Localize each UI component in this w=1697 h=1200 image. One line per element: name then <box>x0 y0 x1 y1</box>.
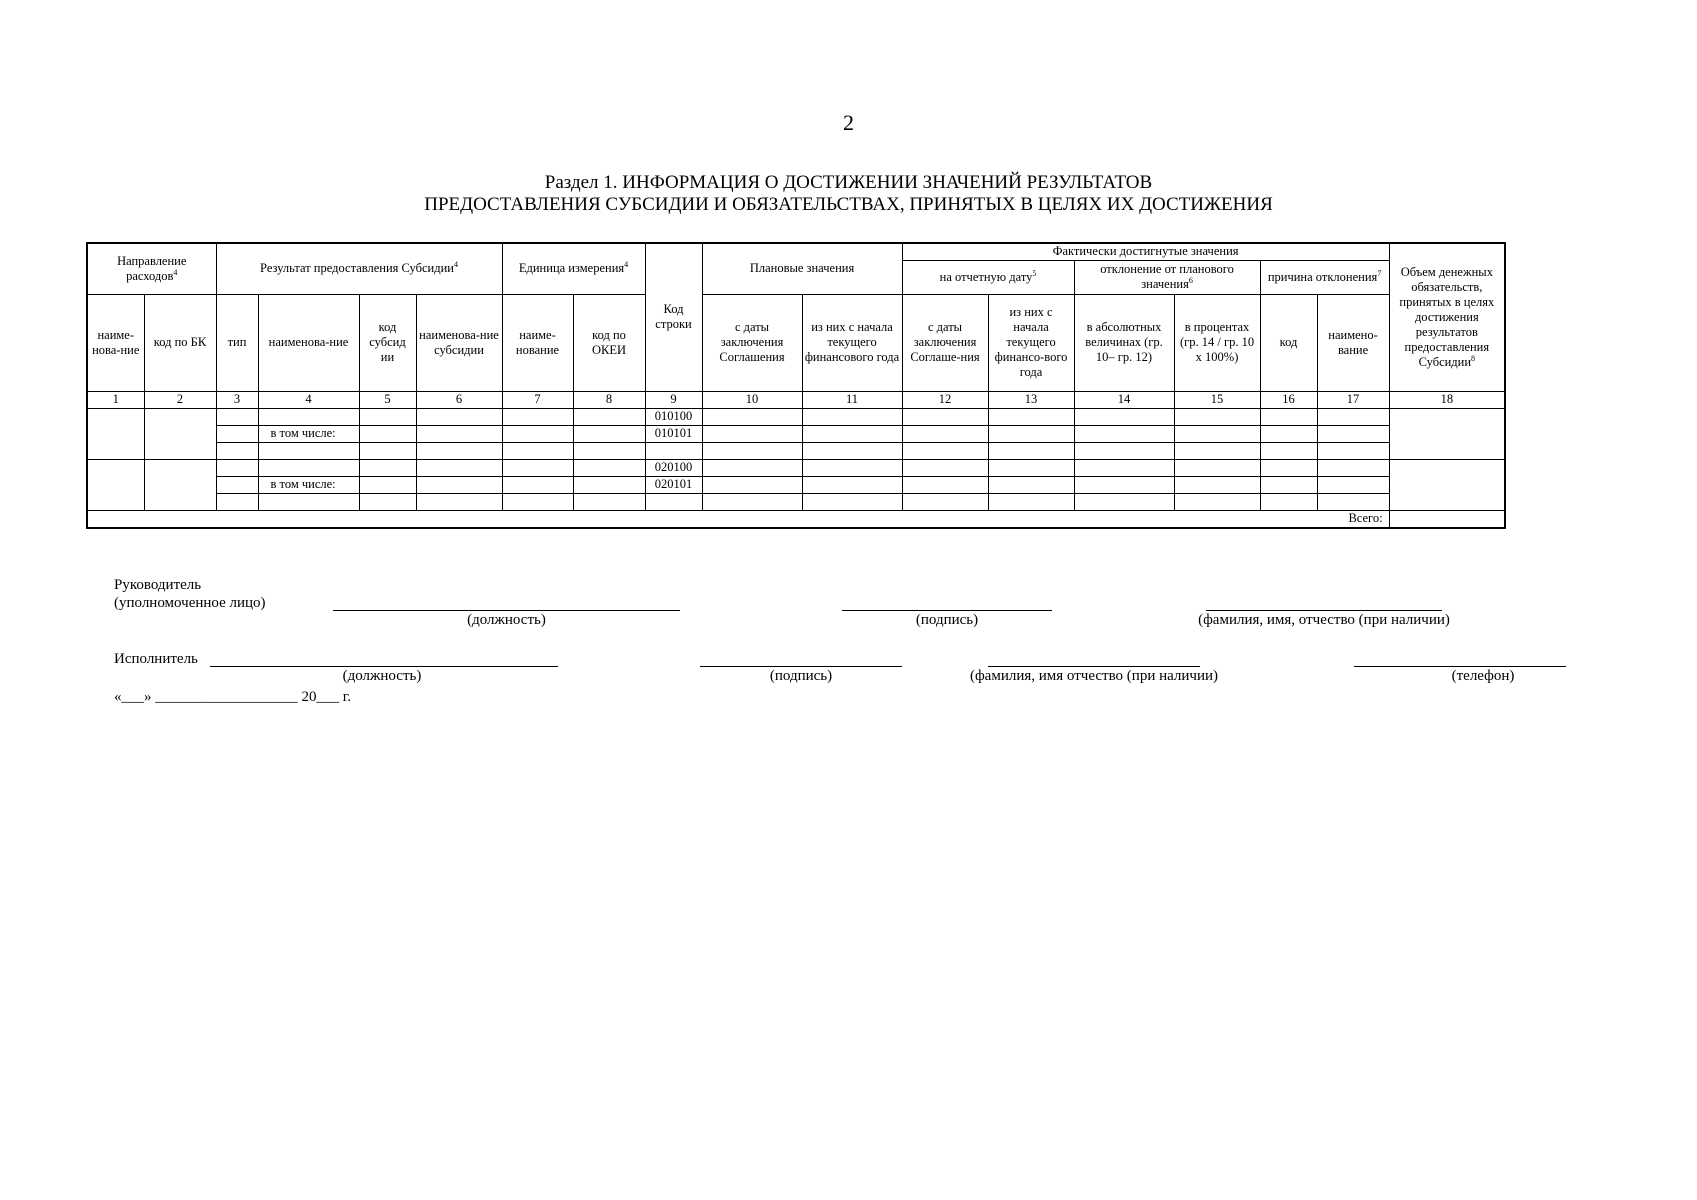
header-code: Код строки <box>645 243 702 391</box>
table-cell[interactable] <box>216 459 258 476</box>
report-table <box>86 242 1506 529</box>
table-cell[interactable] <box>416 408 502 425</box>
header-volume: Объем денежных обязательств, принятых в целях достижения результатов предоставления Субсидии$^8$ <box>1389 243 1505 391</box>
table-cell[interactable] <box>502 425 573 442</box>
table-cell[interactable] <box>359 493 416 510</box>
column-numbers-row <box>87 391 1505 408</box>
head-position-line[interactable] <box>333 610 680 611</box>
table-cell[interactable] <box>802 425 902 442</box>
table-cell[interactable] <box>802 442 902 459</box>
table-cell[interactable] <box>1174 408 1260 425</box>
subheader-13: из них с начала текущего финансо-вого года <box>988 294 1074 391</box>
table-cell[interactable] <box>645 442 702 459</box>
subheader-14: в абсолютных величинах (гр. 10– гр. 12) <box>1074 294 1174 391</box>
table-cell[interactable] <box>359 425 416 442</box>
column-number: 12 <box>902 391 988 408</box>
table-cell[interactable] <box>1317 425 1389 442</box>
page-number: 2 <box>843 110 854 135</box>
subheader-12: с даты заключения Соглаше-ния <box>902 294 988 391</box>
header-direction: Направление расходов$^4$ <box>87 243 216 294</box>
table-cell[interactable] <box>702 459 802 476</box>
table-cell[interactable] <box>1074 476 1174 493</box>
subheader-5: код субсид ии <box>359 294 416 391</box>
table-cell[interactable] <box>702 493 802 510</box>
table-cell[interactable] <box>702 476 802 493</box>
total-row <box>87 510 1505 528</box>
table-cell[interactable] <box>1074 493 1174 510</box>
table-cell[interactable] <box>1260 425 1317 442</box>
table-cell[interactable] <box>802 476 902 493</box>
column-number: 2 <box>144 391 216 408</box>
column-number: 1 <box>87 391 144 408</box>
cell-direction-name[interactable] <box>87 459 144 510</box>
table-cell[interactable] <box>988 493 1074 510</box>
table-cell[interactable] <box>216 442 258 459</box>
column-number: 7 <box>502 391 573 408</box>
table-cell[interactable] <box>573 442 645 459</box>
column-number: 11 <box>802 391 902 408</box>
head-fio-line[interactable] <box>1206 610 1442 611</box>
column-number: 17 <box>1317 391 1389 408</box>
header-on-date: на отчетную дату$^5$ <box>902 260 1074 294</box>
executor-position-caption: (должность) <box>342 668 422 684</box>
table-cell[interactable] <box>1260 493 1317 510</box>
table-cell[interactable] <box>573 408 645 425</box>
head-fio-caption: (фамилия, имя, отчество (при наличии) <box>1198 612 1450 628</box>
row-code: 020101 <box>645 476 702 493</box>
table-row <box>87 459 1505 476</box>
table-cell[interactable] <box>258 459 359 476</box>
table-cell[interactable] <box>988 425 1074 442</box>
head-label: Руководитель <box>114 577 202 593</box>
table-cell[interactable] <box>988 408 1074 425</box>
table-cell[interactable] <box>1074 408 1174 425</box>
subheader-4: наименова-ние <box>258 294 359 391</box>
table-cell[interactable] <box>1174 442 1260 459</box>
subheader-2: код по БК <box>144 294 216 391</box>
table-cell[interactable] <box>1317 408 1389 425</box>
table-cell[interactable] <box>1317 459 1389 476</box>
head-label-2: (уполномоченное лицо) <box>114 595 266 611</box>
subheader-1: наиме-нова-ние <box>87 294 144 391</box>
row-code: 020100 <box>645 459 702 476</box>
head-signature-caption: (подпись) <box>915 612 979 628</box>
table-cell[interactable] <box>1174 476 1260 493</box>
total-label: Всего: <box>87 510 1389 528</box>
subheader-8: код по ОКЕИ <box>573 294 645 391</box>
table-cell[interactable] <box>416 442 502 459</box>
table-cell[interactable] <box>216 408 258 425</box>
table-cell[interactable] <box>1317 442 1389 459</box>
cell-direction-bk[interactable] <box>144 408 216 459</box>
cell-volume[interactable] <box>1389 408 1505 459</box>
subheader-11: из них с начала текущего финансового года <box>802 294 902 391</box>
table-cell[interactable] <box>502 442 573 459</box>
executor-phone-caption: (телефон) <box>1451 668 1515 684</box>
table-cell[interactable] <box>359 442 416 459</box>
column-number: 6 <box>416 391 502 408</box>
table-cell[interactable] <box>802 493 902 510</box>
head-position-caption: (должность) <box>467 612 546 628</box>
table-cell[interactable] <box>802 459 902 476</box>
total-cell[interactable] <box>1389 510 1505 528</box>
table-cell[interactable] <box>1174 425 1260 442</box>
table-cell[interactable] <box>702 408 802 425</box>
column-number: 14 <box>1074 391 1174 408</box>
subheader-3: тип <box>216 294 258 391</box>
table-cell[interactable] <box>502 459 573 476</box>
table-cell[interactable] <box>988 459 1074 476</box>
column-number: 8 <box>573 391 645 408</box>
header-reason: причина отклонения$^7$ <box>1260 260 1389 294</box>
table-row <box>87 493 1505 510</box>
table-cell[interactable] <box>573 493 645 510</box>
column-number: 16 <box>1260 391 1317 408</box>
executor-signature-caption: (подпись) <box>769 668 833 684</box>
subheader-7: наиме-нование <box>502 294 573 391</box>
cell-direction-name[interactable] <box>87 408 144 459</box>
executor-fio-caption: (фамилия, имя отчество (при наличии) <box>969 668 1219 684</box>
header-unit: Единица измерения$^4$ <box>502 243 645 294</box>
section-title <box>0 172 1697 216</box>
table-cell[interactable] <box>502 476 573 493</box>
table-cell[interactable] <box>702 425 802 442</box>
column-number: 5 <box>359 391 416 408</box>
header-deviation: отклонение от планового значения$^6$ <box>1074 260 1260 294</box>
table-cell[interactable] <box>1174 459 1260 476</box>
table-cell[interactable] <box>258 442 359 459</box>
executor-phone-line[interactable] <box>1354 666 1566 667</box>
table-cell[interactable] <box>258 408 359 425</box>
table-cell[interactable] <box>416 459 502 476</box>
table-cell[interactable] <box>645 493 702 510</box>
column-number: 13 <box>988 391 1074 408</box>
table-cell[interactable] <box>1074 442 1174 459</box>
table-cell[interactable] <box>258 493 359 510</box>
table-cell[interactable] <box>416 493 502 510</box>
table-cell[interactable] <box>902 442 988 459</box>
column-number: 9 <box>645 391 702 408</box>
subheader-15: в процентах (гр. 14 / гр. 10 х 100%) <box>1174 294 1260 391</box>
including-label: в том числе: <box>258 425 359 442</box>
section-title-line2: ПРЕДОСТАВЛЕНИЯ СУБСИДИИ И ОБЯЗАТЕЛЬСТВАХ, ПРИНЯТЫХ В ЦЕЛЯХ ИХ ДОСТИЖЕНИЯ <box>424 194 1273 215</box>
table-cell[interactable] <box>216 425 258 442</box>
head-signature-line[interactable] <box>842 610 1052 611</box>
cell-direction-bk[interactable] <box>144 459 216 510</box>
subheader-6: наименова-ние субсидии <box>416 294 502 391</box>
table-cell[interactable] <box>573 425 645 442</box>
table-cell[interactable] <box>902 425 988 442</box>
table-cell[interactable] <box>416 425 502 442</box>
table-cell[interactable] <box>502 408 573 425</box>
cell-volume[interactable] <box>1389 459 1505 510</box>
column-number: 3 <box>216 391 258 408</box>
table-cell[interactable] <box>216 493 258 510</box>
column-number: 18 <box>1389 391 1505 408</box>
table-cell[interactable] <box>902 493 988 510</box>
column-number: 10 <box>702 391 802 408</box>
header-planned: Плановые значения <box>702 243 902 294</box>
row-code: 010101 <box>645 425 702 442</box>
table-cell[interactable] <box>502 493 573 510</box>
subheader-16: код <box>1260 294 1317 391</box>
table-cell[interactable] <box>359 459 416 476</box>
column-number: 15 <box>1174 391 1260 408</box>
row-code: 010100 <box>645 408 702 425</box>
table-row <box>87 442 1505 459</box>
table-cell[interactable] <box>988 442 1074 459</box>
section-title-line1: Раздел 1. ИНФОРМАЦИЯ О ДОСТИЖЕНИИ ЗНАЧЕНИЙ РЕЗУЛЬТАТОВ <box>544 172 1153 193</box>
executor-signature-line[interactable] <box>700 666 902 667</box>
table-cell[interactable] <box>902 476 988 493</box>
table-cell[interactable] <box>902 459 988 476</box>
table-cell[interactable] <box>1260 408 1317 425</box>
table-cell[interactable] <box>1260 459 1317 476</box>
table-cell[interactable] <box>416 476 502 493</box>
header-actual: Фактически достигнутые значения <box>902 243 1389 260</box>
executor-fio-line[interactable] <box>988 666 1200 667</box>
date-line[interactable]: «___» ___________________ 20___ г. <box>114 689 351 705</box>
table-cell[interactable] <box>1074 459 1174 476</box>
executor-position-line[interactable] <box>210 666 558 667</box>
table-cell[interactable] <box>988 476 1074 493</box>
subheader-10: с даты заключения Соглашения <box>702 294 802 391</box>
table-cell[interactable] <box>1260 476 1317 493</box>
executor-label: Исполнитель <box>114 651 198 667</box>
table-cell[interactable] <box>359 476 416 493</box>
table-cell[interactable] <box>573 459 645 476</box>
table-cell[interactable] <box>1317 493 1389 510</box>
table-cell[interactable] <box>902 408 988 425</box>
column-number: 4 <box>258 391 359 408</box>
subheader-17: наимено-вание <box>1317 294 1389 391</box>
table-cell[interactable] <box>573 476 645 493</box>
table-row <box>87 425 1505 442</box>
table-cell[interactable] <box>1260 442 1317 459</box>
table-cell[interactable] <box>1174 493 1260 510</box>
table-cell[interactable] <box>1317 476 1389 493</box>
including-label: в том числе: <box>258 476 359 493</box>
table-cell[interactable] <box>702 442 802 459</box>
table-cell[interactable] <box>802 408 902 425</box>
table-row <box>87 476 1505 493</box>
header-result: Результат предоставления Субсидии$^4$ <box>216 243 502 294</box>
table-cell[interactable] <box>359 408 416 425</box>
table-cell[interactable] <box>216 476 258 493</box>
table-row <box>87 408 1505 425</box>
table-cell[interactable] <box>1074 425 1174 442</box>
